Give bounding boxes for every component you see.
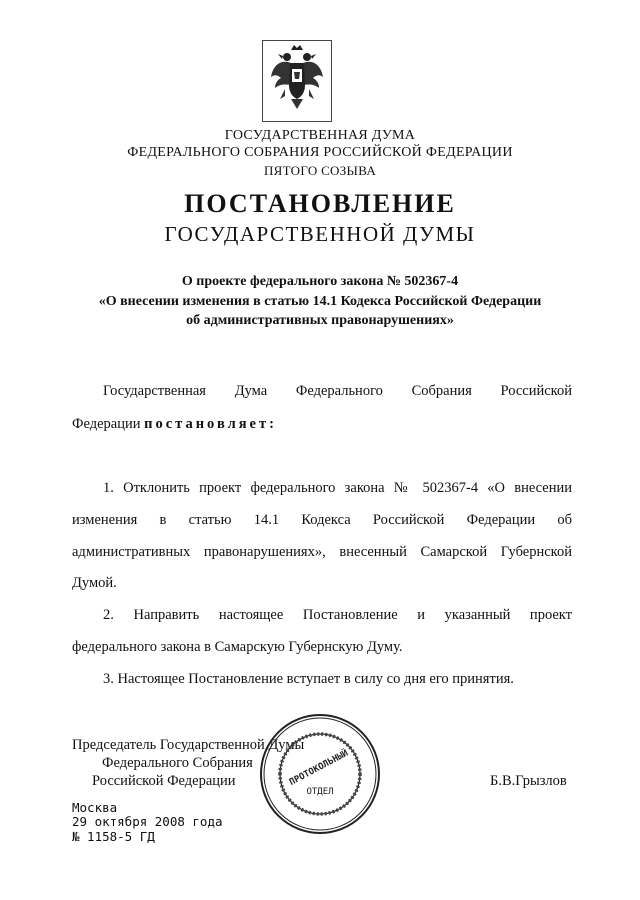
footer-number: № 1158-5 ГД (72, 829, 155, 844)
signatory-title-line3: Российской Федерации (92, 773, 236, 789)
signatory-title-line2: Федерального Собрания (102, 755, 253, 771)
org-name-line1: ГОСУДАРСТВЕННАЯ ДУМА (224, 128, 416, 143)
subject-line1: О проекте федерального закона № 502367-4 (181, 274, 459, 289)
item1-line2: изменения в статью 14.1 Кодекса Российской Федерации об (72, 512, 572, 528)
subject-line2: «О внесении изменения в статью 14.1 Кодекса Российской Федерации (98, 294, 542, 309)
coat-of-arms-frame (262, 40, 332, 122)
preamble-line2 (72, 416, 572, 433)
preamble-federation: Федерации (72, 416, 141, 432)
item1-line4: Думой. (72, 575, 117, 591)
item2-line1: 2. Направить настоящее Постановление и указанный проект (103, 607, 572, 623)
stamp-center-bottom: ОТДЕЛ (306, 787, 334, 797)
item1-line1: 1. Отклонить проект федерального закона № 502367-4 «О внесении (103, 480, 572, 496)
item2-line2: федерального закона в Самарскую Губернскую Думу. (72, 639, 403, 655)
convocation-line: ПЯТОГО СОЗЫВА (263, 163, 377, 178)
item3-line1: 3. Настоящее Постановление вступает в силу со дня его принятия. (103, 671, 514, 687)
preamble-line1: Государственная Дума Федерального Собрания Российской (103, 383, 572, 399)
footer-city: Москва (72, 800, 118, 815)
signatory-name: Б.В.Грызлов (490, 773, 567, 789)
signatory-title-line1: Председатель Государственной Думы (72, 737, 305, 753)
document-subtitle: ГОСУДАРСТВЕННОЙ ДУМЫ (164, 222, 476, 246)
item1-line3: административных правонарушениях», внесенный Самарской Губернской (72, 544, 572, 560)
org-name-line2: ФЕДЕРАЛЬНОГО СОБРАНИЯ РОССИЙСКОЙ ФЕДЕРАЦИИ (127, 145, 513, 160)
footer-date: 29 октября 2008 года (72, 814, 223, 829)
document-title: ПОСТАНОВЛЕНИЕ (184, 189, 456, 218)
subject-line3: об административных правонарушениях» (186, 313, 454, 328)
preamble-resolves: постановляет: (144, 416, 277, 432)
stamp-seal-icon (258, 712, 382, 836)
stamp-center-top: ПРОТОКОЛЬНЫЙ (288, 748, 351, 788)
double-headed-eagle-icon (263, 41, 331, 121)
official-stamp (258, 712, 382, 836)
